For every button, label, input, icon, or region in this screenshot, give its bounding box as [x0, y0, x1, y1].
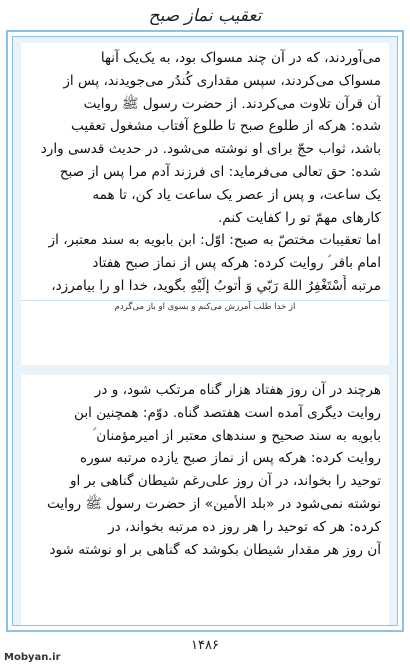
text-line: توحید را بخواند، در آن روز علی‌رغم شیطان گناهی بر او [69, 473, 381, 490]
text-line: شده: هرکه از طلوع صبح تا طلوع آفتاب مشغول تعقیب [71, 118, 381, 135]
page-header-title: تعقیب نماز صبح [148, 6, 262, 26]
text-line: بابویه به سند صحیح و سندهای معتبر از امیرمؤمنان ؑ [92, 427, 381, 444]
text-panel-2 [21, 375, 389, 625]
text-line: کارهای مهمّ تو را کفایت کنم. [217, 209, 381, 226]
text-line: آن روز هر مقدار شیطان بکوشد که گناهی بر او نوشته شود [49, 541, 381, 558]
page-frame [6, 30, 404, 632]
page-inner-frame [12, 36, 398, 626]
text-line: روایت کرده: هرکه پس از نماز صبح یازده مرتبه سوره [79, 450, 381, 467]
translation-footnote: از خدا طلب آمرزش می‌کنم و بسوی او باز می‌گردم [21, 300, 389, 312]
text-line: هرچند در آن روز هفتاد هزار گناه مرتکب شود، و در [94, 382, 381, 398]
body-text-1 [21, 43, 389, 298]
body-text-2 [21, 375, 389, 561]
text-line: آن قرآن تلاوت می‌کردند. از حضرت رسول ﷺ روایت [83, 95, 381, 112]
text-line: مرتبه أَسْتَغْفِرُ اللهَ رَبّي وَ أتوبُ إلَيْهِ بگوید، خدا او را بیامرزد، [51, 277, 381, 294]
text-line: می‌آوردند، که در آن چند مسواک بود، به یک‌یک آنها [100, 50, 381, 66]
text-line: اما تعقیبات مختصّ به صبح: اوّل: ابن بابویه به سند معتبر، از [48, 232, 381, 249]
text-line: روایت دیگری آمده است هفتصد گناه. دوّم: همچنین ابن [73, 404, 381, 421]
site-watermark: Mobyan.ir [4, 652, 61, 663]
text-line: امام باقر ؑ روایت کرده: هرکه پس از نماز صبح هفتاد [92, 255, 381, 272]
text-line: نوشته نمی‌شود در «بلد الأمین» از حضرت رسول ﷺ روایت [47, 495, 381, 512]
text-panel-1 [21, 43, 389, 365]
text-line: مسواک می‌کردند، سپس مقداری کُندُر می‌جویدند، پس از [63, 72, 381, 89]
page-number: ۱۴۸۶ [191, 638, 219, 653]
text-line: شده: حق تعالی می‌فرماید: ای فرزند آدم مرا پس از صبح [59, 163, 381, 180]
text-line: یک ساعت، و پس از عصر یک ساعت یاد کن، تا همه [92, 186, 381, 203]
text-line: کرده: هر که توحید را هر روز ده مرتبه بخواند، در [108, 518, 381, 535]
text-line: باشد، ثواب حجّ برای او نوشته می‌شود. در حدیث قدسی وارد [40, 141, 381, 158]
